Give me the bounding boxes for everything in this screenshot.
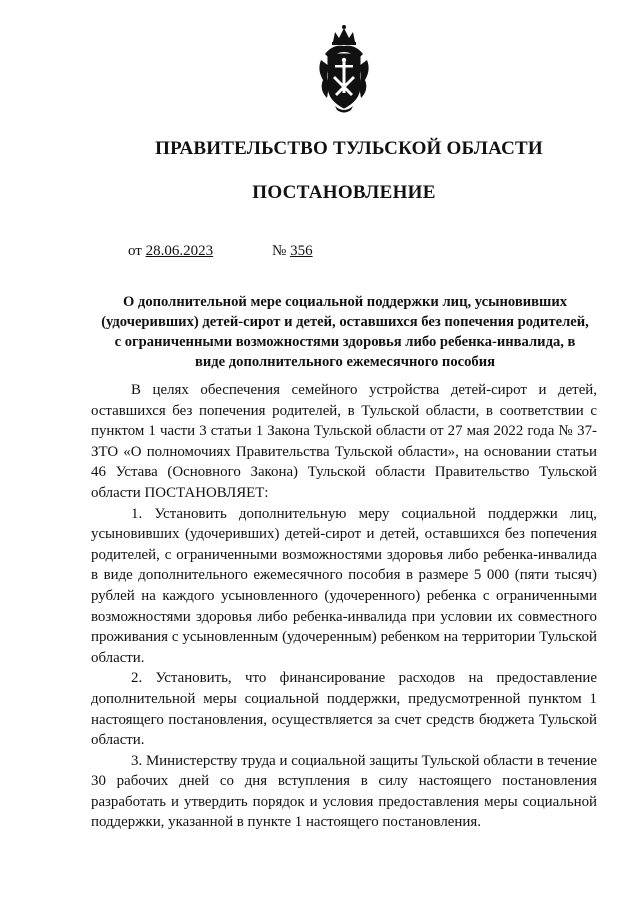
document-date (128, 243, 213, 260)
document-body (91, 380, 597, 833)
document-number (272, 243, 313, 260)
date-value: 28.06.2023 (145, 243, 214, 259)
preamble-paragraph: В целях обеспечения семейного устройства детей-сирот и детей, оставшихся без попечения родителей, в Тульской области, в соответствии с пунктом 1 части 3 статьи 1 Закона Тульской области от 27 мая 2022 года № 37-ЗТО «О полномочиях Правительства Тульской области», на основании статьи 46 Устава (Основного Закона) Тульской области Правительство Тульской области ПОСТАНОВЛЯЕТ: (91, 382, 597, 501)
number-value: 356 (290, 243, 313, 259)
number-prefix: № (272, 243, 291, 259)
document-heading: О дополнительной мере социальной поддержки лиц, усыновивших (удочеривших) детей-сирот и детей, оставшихся без попечения родителей, с ограниченными возможностями здоровья либо ребенка-инвалида, в виде дополнительного ежемесячного пособия (101, 294, 589, 370)
document-type: ПОСТАНОВЛЕНИЕ (252, 182, 436, 203)
clause-paragraph-1: 1. Установить дополнительную меру социальной поддержки лиц, усыновивших (удочеривших) детей-сирот и детей, оставшихся без попечения родителей, с ограниченными возможностями здоровья либо ребенка-инвалида в виде дополнительного ежемесячного пособия в размере 5 000 (пяти тысяч) рублей на каждого усыновленного (удочеренного) ребенка с ограниченными возможностями здоровья либо ребенка-инвалида при условии их совместного проживания с усыновленным (удочеренным) ребенком на территории Тульской области. (91, 505, 597, 666)
clause-paragraph-2: 2. Установить, что финансирование расходов на предоставление дополнительной меры социальной поддержки, предусмотренной пунктом 1 настоящего постановления, осуществляется за счет средств бюджета Тульской области. (91, 670, 597, 749)
date-prefix: от (128, 243, 146, 259)
tula-coat-of-arms-icon (315, 24, 373, 114)
government-title: ПРАВИТЕЛЬСТВО ТУЛЬСКОЙ ОБЛАСТИ (155, 138, 543, 159)
clause-paragraph-3: 3. Министерству труда и социальной защиты Тульской области в течение 30 рабочих дней со дня вступления в силу настоящего постановления разработать и утвердить порядок и условия предоставления меры социальной поддержки, указанной в пункте 1 настоящего постановления. (91, 752, 597, 831)
